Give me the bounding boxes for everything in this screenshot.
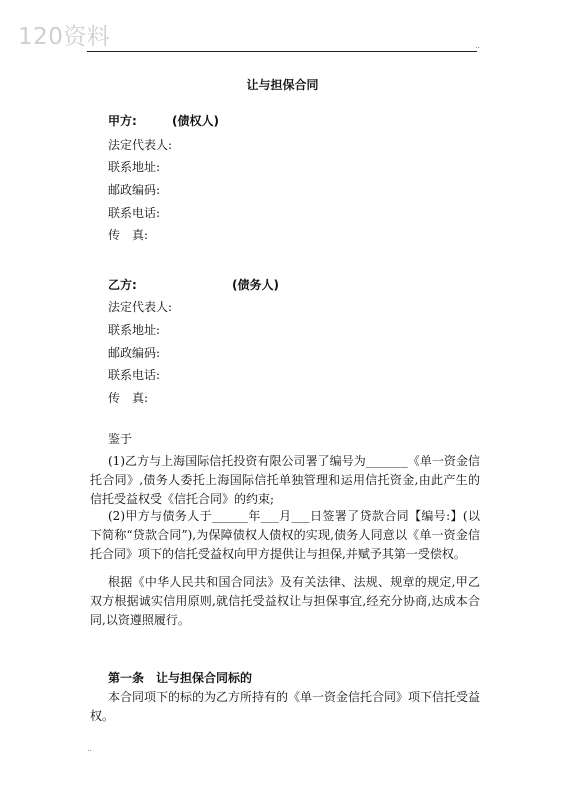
party-b-postcode: 邮政编码: [108, 346, 161, 360]
party-b-phone: 联系电话: [108, 368, 161, 382]
article-1-heading: 第一条 让与担保合同标的 [108, 671, 253, 685]
party-a-address: 联系地址: [108, 160, 161, 174]
party-a-role: (债权人) [172, 114, 219, 128]
party-a-label: 甲方: [108, 114, 137, 128]
whereas-heading: 鉴于 [108, 432, 133, 446]
party-b-fax: 传 真: [108, 391, 149, 405]
header-dots: .. [475, 41, 481, 50]
recital-clause-1: (1)乙方与上海国际信托投资有限公司署了编号为_______《单一资金信托合同》,债务人委托上海国际信托单独管理和运用信托资金,由此产生的信托受益权受《信托合同》的约束; [90, 454, 480, 506]
watermark-logo: 120资料 [18, 24, 111, 50]
party-a-phone: 联系电话: [108, 206, 161, 220]
party-a-postcode: 邮政编码: [108, 183, 161, 197]
party-a-fax: 传 真: [108, 228, 149, 242]
header-rule [87, 51, 477, 52]
party-b-legal-representative: 法定代表人: [108, 300, 173, 314]
footer-dots: .. [87, 744, 93, 753]
party-b-address: 联系地址: [108, 323, 161, 337]
party-a-legal-representative: 法定代表人: [108, 138, 173, 152]
party-b-label: 乙方: [108, 278, 137, 292]
document-title: 让与担保合同 [246, 78, 319, 92]
recital-clause-2: (2)甲方与债务人于______年___月___日签署了贷款合同【编号:】(以下简称“贷款合同”),为保障债权人债权的实现,债务人同意以《单一资金信托合同》项下的信托受益权向甲方提供让与担保,并赋予其第一受偿权。 [90, 509, 480, 561]
legal-basis-paragraph: 根据《中华人民共和国合同法》及有关法律、法规、规章的规定,甲乙双方根据诚实信用原则,就信托受益权让与担保事宜,经充分协商,达成本合同,以资遵照履行。 [90, 575, 480, 627]
party-b-role: (债务人) [232, 278, 279, 292]
article-1-text: 本合同项下的标的为乙方所持有的《单一资金信托合同》项下信托受益权。 [90, 690, 481, 723]
